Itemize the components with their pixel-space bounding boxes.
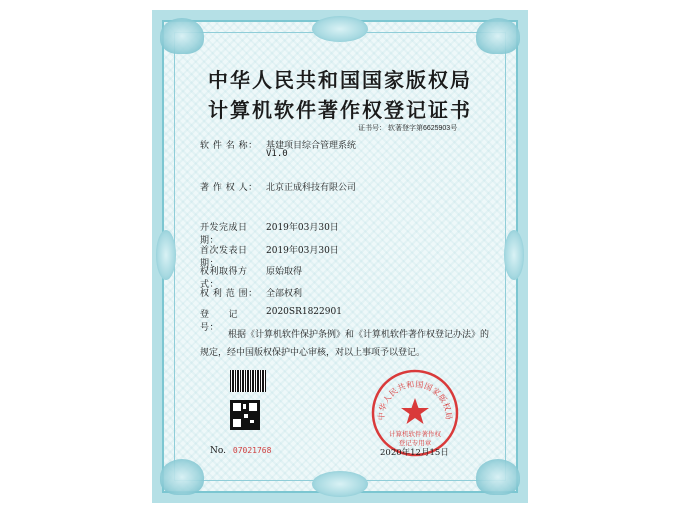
field-rights-scope: [200, 286, 303, 299]
field-value: 2019年03月30日: [266, 246, 339, 256]
body-line: 规定，经中国版权保护中心审核，对以上事项予以登记。: [200, 348, 426, 358]
field-value: 原始取得: [266, 267, 303, 277]
seal-inner-text-2: 登记专用章: [398, 439, 432, 447]
field-value: 全部权利: [266, 289, 303, 299]
field-value: 基建项目综合管理系统: [266, 141, 357, 151]
field-label: 权 利 范 围：: [200, 289, 258, 299]
bottom-ornament-icon: [312, 471, 368, 497]
issuer-title: 中华人民共和国国家版权局: [208, 68, 472, 92]
seal-star-icon: [401, 398, 429, 424]
left-ornament-icon: [156, 230, 176, 280]
body-paragraph: [200, 326, 490, 362]
certificate: [152, 10, 528, 503]
corner-ornament-icon: [160, 459, 204, 495]
field-label: 权利取得方式：: [200, 267, 248, 290]
field-value: 2020SR1822901: [266, 307, 342, 317]
field-label: 首次发表日期：: [200, 246, 248, 269]
corner-ornament-icon: [160, 18, 204, 54]
seal-outer-text: 中华人民共和国国家版权局: [376, 379, 454, 421]
corner-ornament-icon: [476, 459, 520, 495]
field-value: 2019年03月30日: [266, 223, 339, 233]
serial-value: 07021768: [232, 446, 272, 455]
certificate-number: 证书号： 软著登字第6625903号: [358, 125, 458, 132]
issue-date: 2020年12月15日: [380, 448, 449, 458]
barcode-icon: [230, 370, 266, 392]
field-label: 登 记 号：: [200, 310, 248, 333]
field-label: 著 作 权 人：: [200, 183, 258, 193]
right-ornament-icon: [504, 230, 524, 280]
field-software-name: [200, 138, 357, 159]
certificate-title: 计算机软件著作权登记证书: [208, 98, 472, 122]
field-label: 开发完成日期：: [200, 223, 248, 246]
field-version: V1.0: [266, 149, 288, 159]
body-line: 根据《计算机软件保护条例》和《计算机软件著作权登记办法》的: [228, 330, 490, 340]
serial-label: No.: [210, 446, 226, 456]
top-ornament-icon: [312, 16, 368, 42]
serial-number: [210, 446, 271, 456]
qr-code-icon: [230, 400, 260, 430]
corner-ornament-icon: [476, 18, 520, 54]
field-value: 北京正成科技有限公司: [266, 183, 357, 193]
official-seal-icon: [370, 368, 460, 458]
field-label: 软 件 名 称：: [200, 141, 258, 151]
field-copyright-owner: [200, 180, 357, 193]
seal-inner-text-1: 计算机软件著作权: [389, 430, 441, 438]
